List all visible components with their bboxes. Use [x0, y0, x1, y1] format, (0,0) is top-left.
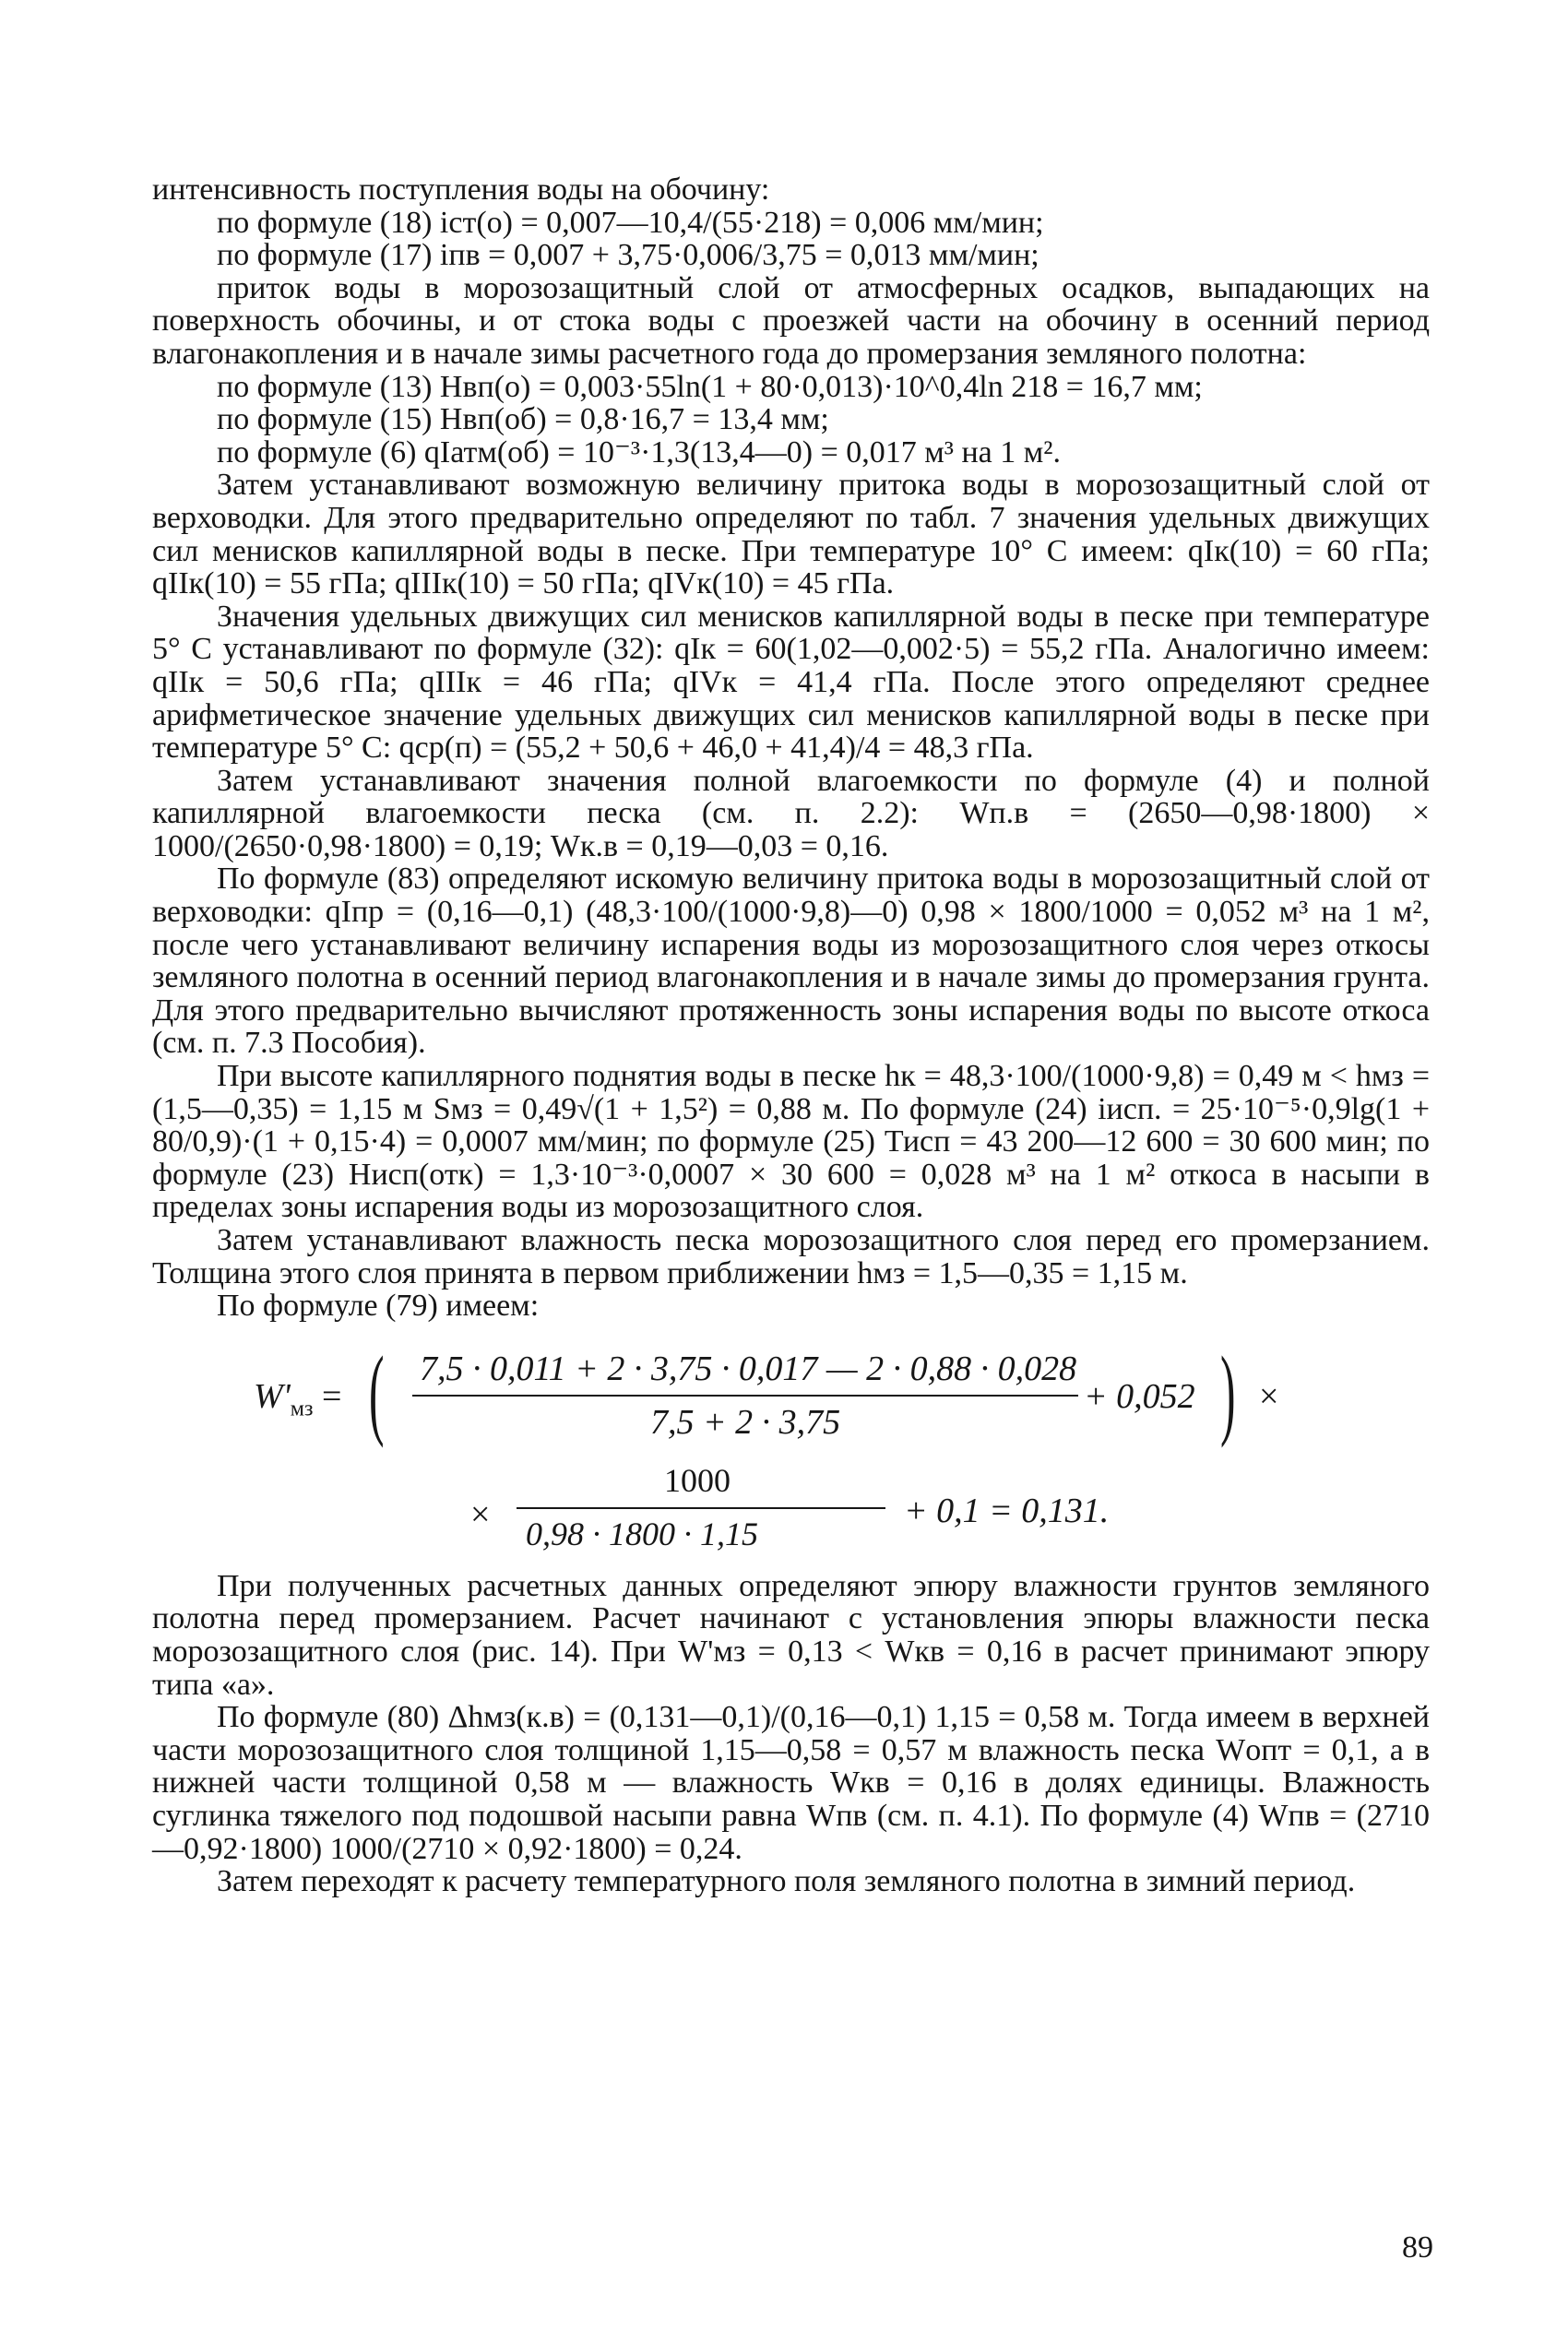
- formula-line-1: [254, 1335, 1360, 1452]
- document-page: [152, 173, 1430, 1898]
- formula-line-2: [470, 1461, 1301, 1563]
- paragraph-3: Значения удельных движущих сил менисков капиллярной воды в песке при температуре 5° С устанавливают по формуле (32): qIк = 60(1,02—0,002·5) = 55,2 гПа. Аналогично имеем: qIIк = 50,6 гПа; qIIIк = 46 гПа; qIVк = 41,4 гПа. После этого определяют среднее арифметическое значение удельных движущих сил менисков капиллярной воды в песке при температуре 5° С: qср(п) = (55,2 + 50,6 + 46,0 + 41,4)/4 = 48,3 гПа.: [152, 599, 1430, 766]
- formula-lhs: $W'_{мз}$ =: [254, 1376, 342, 1421]
- left-paren: (: [369, 1335, 385, 1448]
- paragraph-9: По формуле (80) Δhмз(к.в) = (0,131—0,1)/(0,16—0,1) 1,15 = 0,58 м. Тогда имеем в верхней части морозозащитного слоя толщиной 1,15—0,58 = 0,57 м влажность песка Wопт = 0,1, а в нижней части толщиной 0,58 м — влажность Wкв = 0,16 в долях единицы. Влажность суглинка тяжелого под подошвой насыпи равна Wпв (см. п. 4.1). По формуле (4) Wпв = (2710—0,92·1800) 1000/(2710 × 0,92·1800) = 0,24.: [152, 1700, 1430, 1866]
- formula-79: [152, 1328, 1430, 1570]
- page-number: 89: [1402, 2230, 1433, 2265]
- denominator-2: 0,98 · 1800 · 1,15: [526, 1515, 758, 1552]
- formula-plus-term: + 0,052: [1084, 1376, 1195, 1416]
- text-line-5: по формуле (15) Нвп(об) = 0,8·16,7 = 13,4 мм;: [217, 402, 829, 437]
- text-line-6: по формуле (6) qIатм(об) = 10⁻³·1,3(13,4—0) = 0,017 м³ на 1 м².: [217, 434, 1061, 470]
- text-line-1: интенсивность поступления воды на обочину:: [152, 172, 770, 207]
- text-line-4: по формуле (13) Нвп(о) = 0,003·55ln(1 + 80·0,013)·10^0,4ln 218 = 16,7 мм;: [217, 369, 1203, 404]
- denominator-1: 7,5 + 2 · 3,75: [650, 1402, 841, 1442]
- paragraph-4: Затем устанавливают значения полной влагоемкости по формуле (4) и полной капиллярной влагоемкости песка (см. п. 2.2): Wп.в = (2650—0,98·1800) × 1000/(2650·0,98·1800) = 0,19; Wк.в = 0,19—0,03 = 0,16.: [152, 763, 1430, 863]
- fraction-bar-1: [412, 1395, 1078, 1397]
- text-line-3: по формуле (17) iпв = 0,007 + 3,75·0,006/3,75 = 0,013 мм/мин;: [217, 238, 1039, 273]
- paragraph-10: Затем переходят к расчету температурного поля земляного полотна в зимний период.: [217, 1864, 1356, 1899]
- text-line-7: По формуле (79) имеем:: [217, 1289, 540, 1324]
- paragraph-1: приток воды в морозозащитный слой от атмосферных осадков, выпадающих на поверхность обочины, и от стока воды с проезжей части на обочину в осенний период влагонакопления и в начале зимы расчетного года до промерзания земляного полотна:: [152, 270, 1430, 371]
- times-sign-2: ×: [470, 1494, 491, 1534]
- paragraph-2: Затем устанавливают возможную величину притока воды в морозозащитный слой от верховодки. Для этого предварительно определяют по табл. 7 значения удельных движущих сил менисков капиллярной воды в песке. При температуре 10° С имеем: qIк(10) = 60 гПа; qIIк(10) = 55 гПа; qIIIк(10) = 50 гПа; qIVк(10) = 45 гПа.: [152, 468, 1430, 601]
- paragraph-6: При высоте капиллярного поднятия воды в песке hк = 48,3·100/(1000·9,8) = 0,49 м < hмз = (1,5—0,35) = 1,15 м Sмз = 0,49√(1 + 1,5²) = 0,88 м. По формуле (24) iисп. = 25·10⁻⁵·0,9lg(1 + 80/0,9)·(1 + 0,15·4) = 0,0007 мм/мин; по формуле (25) Тисп = 43 200—12 600 = 30 600 мин; по формуле (23) Нисп(отк) = 1,3·10⁻³·0,0007 × 30 600 = 0,028 м³ на 1 м² откоса в насыпи в пределах зоны испарения воды из морозозащитного слоя.: [152, 1059, 1430, 1225]
- times-sign: ×: [1259, 1376, 1279, 1416]
- right-paren: ): [1220, 1335, 1236, 1448]
- paragraph-5: По формуле (83) определяют искомую величину притока воды в морозозащитный слой от верховодки: qIпр = (0,16—0,1) (48,3·100/(1000·9,8)—0) 0,98 × 1800/1000 = 0,052 м³ на 1 м², после чего устанавливают величину испарения воды из морозозащитного слоя через откосы земляного полотна в осенний период влагонакопления и в начале зимы до промерзания грунта. Для этого предварительно вычисляют протяженность зоны испарения воды по высоте откоса (см. п. 7.3 Пособия).: [152, 862, 1430, 1061]
- text-line-2: по формуле (18) iст(о) = 0,007—10,4/(55·218) = 0,006 мм/мин;: [217, 205, 1044, 240]
- numerator-2: 1000: [664, 1461, 731, 1499]
- formula-result: + 0,1 = 0,131.: [904, 1491, 1110, 1530]
- fraction-bar-2: [517, 1507, 885, 1509]
- paragraph-8: При полученных расчетных данных определяют эпюру влажности грунтов земляного полотна перед промерзанием. Расчет начинают с установления эпюры влажности песка морозозащитного слоя (рис. 14). При W'мз = 0,13 < Wкв = 0,16 в расчет принимают эпюру типа «а».: [152, 1568, 1430, 1702]
- paragraph-7: Затем устанавливают влажность песка морозозащитного слоя перед его промерзанием. Толщина этого слоя принята в первом приближении hмз = 1,5—0,35 = 1,15 м.: [152, 1223, 1430, 1290]
- numerator-1: 7,5 · 0,011 + 2 · 3,75 · 0,017 — 2 · 0,88 · 0,028: [420, 1349, 1077, 1388]
